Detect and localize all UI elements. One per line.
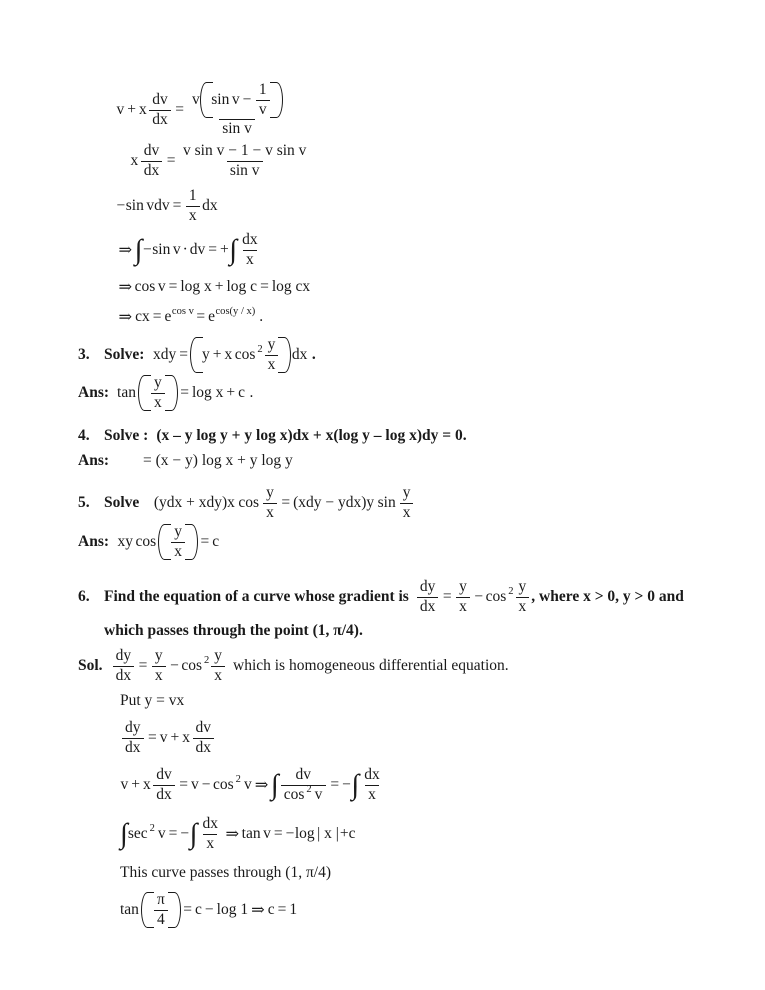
p3-parens: y + x cos 2 $\frac{y}{x}$ [190, 337, 291, 373]
eq1-one-over-v [256, 82, 270, 118]
eq1-v-den: v [256, 100, 270, 119]
eq6-cx: cx [135, 308, 150, 326]
s4-frac-num: dv [295, 765, 312, 783]
problem-4-answer-text: = (x − y) log x + y log y [143, 452, 293, 469]
s5-v2: v [263, 825, 271, 843]
p6-cos: cos [485, 588, 507, 606]
eq6-implies-arrow-icon: ⇒ [118, 307, 133, 326]
problem-4-ans-label: Ans: [78, 452, 110, 469]
s4-integral-icon: ∫ [270, 769, 279, 802]
s5-tan: tan [241, 825, 261, 843]
problem-5-number: 5. [78, 494, 90, 511]
p3a-frac-num: y [153, 373, 162, 391]
problem-6-solution-step-5: ∫ sec 2 v = − ∫ $\frac{dx}{x}$ ⇒ tan v = − log | x | +c [120, 814, 356, 852]
p3-x: x [224, 346, 233, 364]
equation-line-6: ⇒ cx = e cos v = e cos(y / x) . [116, 302, 698, 332]
derivation-block [78, 82, 698, 332]
eq2-dv: dv [143, 141, 160, 159]
eq5-v: v [157, 278, 166, 296]
s7-parens [141, 892, 181, 928]
problem-6: 6. Find the equation of a curve whose gradient is $\frac{dy}{dx}$ = $\frac{y}{x}$ − cos 2 $\frac{y}{x}$ , where x > 0, y > 0 and [78, 577, 684, 615]
problem-6-solution-step-6 [78, 858, 698, 888]
p6-cos-den: x [516, 597, 530, 616]
eq6-e: e [164, 308, 172, 326]
problem-5-ans-label: Ans: [78, 533, 110, 550]
eq1-dx: dx [149, 110, 171, 129]
problem-6-solution-step-4: v + x $\frac{dv}{dx}$ = v − cos 2 v ⇒ ∫ dv cos 2 v = − ∫ $\frac{dx}{x}$ [78, 760, 698, 810]
eq4-dx-over-x [239, 232, 261, 268]
s5-x: x [203, 834, 217, 853]
s7-four: 4 [154, 910, 168, 929]
s4-v: v [120, 776, 129, 794]
eq4-equals: = [208, 241, 218, 259]
p5a-equals: = [200, 533, 210, 551]
s3-x: x [182, 729, 190, 747]
eq1-one: 1 [258, 80, 267, 98]
s7-equals-2: = [277, 901, 287, 919]
eq1-v: v [116, 101, 125, 119]
s4-minus: − [201, 776, 211, 794]
equation-line-1 [116, 82, 698, 138]
p3-plus: + [212, 346, 222, 364]
p5-cos: cos [238, 494, 260, 512]
eq1-sin-arg: v [231, 91, 240, 109]
eq3-one: 1 [188, 186, 197, 204]
eq5-cos: cos [134, 278, 156, 296]
s5-dx-over-x [200, 816, 222, 852]
left-paren-icon [190, 337, 197, 373]
s1-dydx [113, 648, 135, 684]
s1-equals: = [138, 657, 148, 675]
s4-implies-arrow-icon: ⇒ [254, 775, 269, 794]
problem-3-number: 3. [78, 346, 90, 363]
s4-dv-over-cos2v [281, 767, 326, 803]
eq5-logcx: log cx [271, 278, 311, 296]
problem-3-ans-label: Ans: [78, 384, 110, 401]
right-paren-icon [284, 337, 291, 373]
p6-equals: = [442, 588, 452, 606]
p5-frac1-num: y [266, 483, 274, 501]
s1-x: x [152, 666, 166, 685]
s4-x: x [143, 776, 151, 794]
eq4-x: x [243, 250, 257, 269]
s5-sec: sec [127, 825, 148, 843]
s3-v: v [159, 729, 168, 747]
p5-frac2-num: y [402, 483, 411, 501]
s1-cos-den: x [211, 666, 225, 685]
s4-dvdx [153, 767, 175, 803]
left-paren-icon [141, 892, 148, 928]
eq2-dvdx-fraction [141, 143, 163, 179]
s5-minus-2: − [285, 825, 295, 843]
problem-6-solution-step-7 [78, 888, 698, 932]
s7-pi-over-4 [154, 892, 168, 928]
s4-x2: x [365, 785, 379, 804]
right-paren-icon [174, 892, 181, 928]
s3-dvdx-den: dx [193, 738, 215, 757]
p6-x: x [456, 597, 470, 616]
equation-line-5 [116, 272, 698, 302]
eq4-minus: − [143, 241, 152, 259]
problem-6-solution-step-1: Sol. $\frac{dy}{dx}$ = $\frac{y}{x}$ − cos 2 $\frac{y}{x}$ which is homogeneous differential equation. [78, 646, 509, 684]
eq3-dx: dx [202, 197, 218, 215]
s5-integral-icon: ∫ [120, 818, 128, 851]
problem-3 [78, 335, 698, 373]
p6-dy: dy [419, 577, 436, 595]
s1-dx: dx [113, 666, 135, 685]
p3-cos: cos [234, 346, 256, 364]
left-paren-icon [200, 82, 207, 118]
s1-dy: dy [115, 646, 132, 664]
eq6-equals-2: = [196, 308, 206, 326]
p3a-frac-den: x [151, 393, 165, 412]
s1-trailing-text: which is homogeneous differential equation. [233, 657, 509, 674]
eq1-rhs-fraction [189, 82, 286, 138]
eq4-dx: dx [242, 230, 258, 248]
eq1-dv: dv [152, 90, 168, 108]
s4-dv: dv [156, 765, 172, 783]
s4-frac-den: cos 2 v [281, 785, 326, 804]
eq5-equals-2: = [260, 278, 269, 296]
s7-implies-arrow-icon: ⇒ [251, 900, 265, 919]
eq3-one-over-x [186, 188, 200, 224]
problem-6-number: 6. [78, 588, 90, 605]
s5-abs: | x | [317, 825, 339, 843]
problem-4-answer [78, 448, 698, 474]
s7-pi: π [156, 890, 165, 908]
s3-dy: dy [125, 718, 141, 736]
p5a-parens [158, 524, 198, 560]
eq1-rhs-v: v [192, 91, 200, 109]
s4-minus-2: − [342, 776, 351, 794]
s7-tan: tan [120, 901, 139, 919]
problem-5 [78, 483, 698, 521]
problem-5-answer [78, 520, 698, 564]
s7-log1: log 1 [216, 901, 249, 919]
problem-4-statement: (x – y log y + y log x)dx + x(log y – log x)dy = 0. [156, 427, 467, 444]
p6-cos-arg [516, 579, 530, 615]
problem-6-sol-label: Sol. [78, 657, 103, 674]
p5-rhs: (xdy − ydx)y [293, 494, 375, 512]
eq1-sin: sin [211, 91, 230, 109]
s4-equals-2: = [330, 776, 340, 794]
p3a-y-over-x [151, 375, 165, 411]
s4-den-cos: cos [283, 786, 305, 804]
eq2-denominator: sin v [227, 161, 263, 180]
s4-integral2-icon: ∫ [351, 769, 360, 802]
problem-6-statement-part-a: Find the equation of a curve whose gradient is [104, 588, 409, 605]
s1-cos-arg [211, 648, 225, 684]
eq1-rhs-numerator [189, 82, 286, 119]
p5-equals: = [281, 494, 291, 512]
page-content [78, 82, 698, 932]
problem-4-number: 4. [78, 427, 90, 444]
left-paren-icon [158, 524, 165, 560]
eq6-equals-1: = [152, 308, 162, 326]
s3-dydx [122, 720, 144, 756]
s5-implies-arrow-icon: ⇒ [225, 824, 240, 843]
eq3-equals: = [172, 197, 182, 215]
eq2-numerator: v sin v − 1 − v sin v [183, 141, 307, 159]
s1-y: y [154, 646, 163, 664]
eq5-equals-1: = [168, 278, 178, 296]
s4-equals: = [179, 776, 188, 794]
p5a-frac-den: x [171, 542, 185, 561]
s4-dx2: dx [364, 765, 380, 783]
eq3-minus: − [116, 197, 126, 215]
s4-den-v: v [314, 786, 323, 804]
eq4-implies-arrow-icon: ⇒ [118, 240, 133, 259]
s3-dx: dx [122, 738, 144, 757]
p3a-plus: + [226, 384, 236, 402]
p6-dx: dx [417, 597, 439, 616]
problem-5-prompt-label: Solve [104, 494, 140, 511]
p3-frac-num: y [267, 335, 276, 353]
p6-minus: − [474, 588, 484, 606]
s5-integral2-icon: ∫ [189, 818, 198, 851]
problem-6-solution-step-2 [78, 686, 698, 716]
p5a-c: c [212, 533, 220, 551]
eq2-rhs-fraction [180, 143, 309, 179]
s4-plus: + [131, 776, 140, 794]
eq1-equals: = [175, 101, 184, 119]
problem-4 [78, 424, 698, 448]
eq5-implies-arrow-icon: ⇒ [118, 277, 133, 296]
s2-put-text: Put y = vx [120, 692, 185, 709]
s5-minus: − [180, 825, 190, 843]
s7-minus: − [204, 901, 214, 919]
s4-cos: cos [213, 776, 234, 794]
eq5-logx: log x [180, 278, 212, 296]
p3a-parens [138, 375, 178, 411]
problem-6-statement-line2 [78, 616, 698, 646]
s5-log: log [294, 825, 315, 843]
equation-line-2 [116, 138, 698, 184]
p3-y-over-x [265, 337, 279, 373]
p3-y: y [201, 346, 210, 364]
eq1-rhs-parens [200, 82, 282, 118]
eq1-rhs-denominator: sin v [219, 119, 255, 138]
eq4-plus: + [220, 241, 229, 259]
s3-equals: = [148, 729, 157, 747]
eq4-dot: · [182, 241, 188, 259]
p3a-tan: tan [117, 384, 136, 402]
eq2-dx: dx [141, 161, 163, 180]
problem-4-prompt-label: Solve : [104, 427, 149, 444]
p6-dydx [417, 579, 439, 615]
eq1-minus: − [242, 91, 252, 109]
p5a-y-over-x [171, 524, 185, 560]
s5-equals: = [168, 825, 178, 843]
p5-y-over-x-2 [400, 485, 414, 521]
eq5-logc: log c [226, 278, 258, 296]
p5a-xy: xy [117, 533, 134, 551]
p5a-frac-num: y [174, 522, 182, 540]
eq3-vdv: vdv [146, 197, 170, 215]
p3a-period: . [249, 384, 254, 402]
right-paren-icon [191, 524, 198, 560]
p5-sin: sin [377, 494, 396, 512]
problem-6-solution-step-3 [78, 716, 698, 760]
problem-6-statement-2: which passes through the point (1, π/4). [104, 622, 363, 639]
eq1-dvdx-fraction [149, 92, 171, 128]
s5-plus-c: +c [339, 825, 356, 843]
eq6-e2: e [208, 308, 215, 326]
right-paren-icon [276, 82, 283, 118]
s3-plus: + [170, 729, 180, 747]
p3-dx: dx [291, 346, 308, 364]
s3-dvdx [193, 720, 215, 756]
p5-frac1-den: x [263, 503, 277, 522]
s4-dx-over-x [361, 767, 383, 803]
p3-equals: = [179, 346, 188, 364]
s7-equals: = [183, 901, 193, 919]
s4-v3: v [243, 776, 252, 794]
s5-equals-2: = [273, 825, 283, 843]
eq2-x: x [130, 152, 139, 170]
eq5-plus: + [214, 278, 224, 296]
p3-xdy: xdy [152, 346, 177, 364]
eq4-v: v [172, 241, 181, 259]
p3-frac-den: x [265, 355, 279, 374]
s5-dx: dx [202, 814, 219, 832]
s7-one: 1 [289, 901, 298, 919]
s1-cos: cos [181, 657, 202, 675]
equation-line-3 [116, 184, 698, 228]
eq1-plus: + [127, 101, 136, 119]
eq4-integral2-icon: ∫ [229, 234, 238, 267]
p5-frac2-den: x [400, 503, 414, 522]
s7-c2: c [267, 901, 275, 919]
p3a-equals: = [180, 384, 189, 402]
s1-minus: − [170, 657, 179, 675]
p6-y-over-x [456, 579, 470, 615]
p6-cos-num: y [518, 577, 527, 595]
s4-dx: dx [153, 785, 175, 804]
equation-line-4 [116, 228, 698, 272]
eq3-x: x [186, 206, 200, 225]
p5-y-over-x-1 [263, 485, 277, 521]
eq6-period: . [259, 308, 264, 326]
p3a-c: c [238, 384, 246, 402]
s4-v2: v [191, 776, 199, 794]
s6-passes-through-text: This curve passes through (1, π/4) [120, 864, 332, 881]
p3-period: . [311, 346, 316, 364]
s7-c: c [195, 901, 202, 919]
problem-3-answer [78, 372, 698, 414]
p3a-logx: log x [191, 384, 224, 402]
eq4-sin: sin [152, 241, 171, 259]
eq4-dv: dv [189, 241, 206, 259]
s5-v: v [157, 825, 166, 843]
s1-y-over-x [152, 648, 166, 684]
problem-6-statement-part-b: , where x > 0, y > 0 and [531, 588, 684, 605]
eq1-x: x [139, 101, 147, 119]
s1-cos-num: y [214, 646, 222, 664]
eq4-integral-icon: ∫ [134, 234, 143, 267]
eq2-equals: = [166, 152, 176, 170]
p5a-cos: cos [135, 533, 157, 551]
left-paren-icon [138, 375, 145, 411]
right-paren-icon [171, 375, 178, 411]
eq3-sin: sin [125, 197, 144, 215]
problem-3-prompt-label: Solve: [104, 346, 145, 363]
s3-dv: dv [195, 718, 211, 736]
p5-lhs: (ydx + xdy)x [153, 494, 235, 512]
p6-y: y [459, 577, 467, 595]
